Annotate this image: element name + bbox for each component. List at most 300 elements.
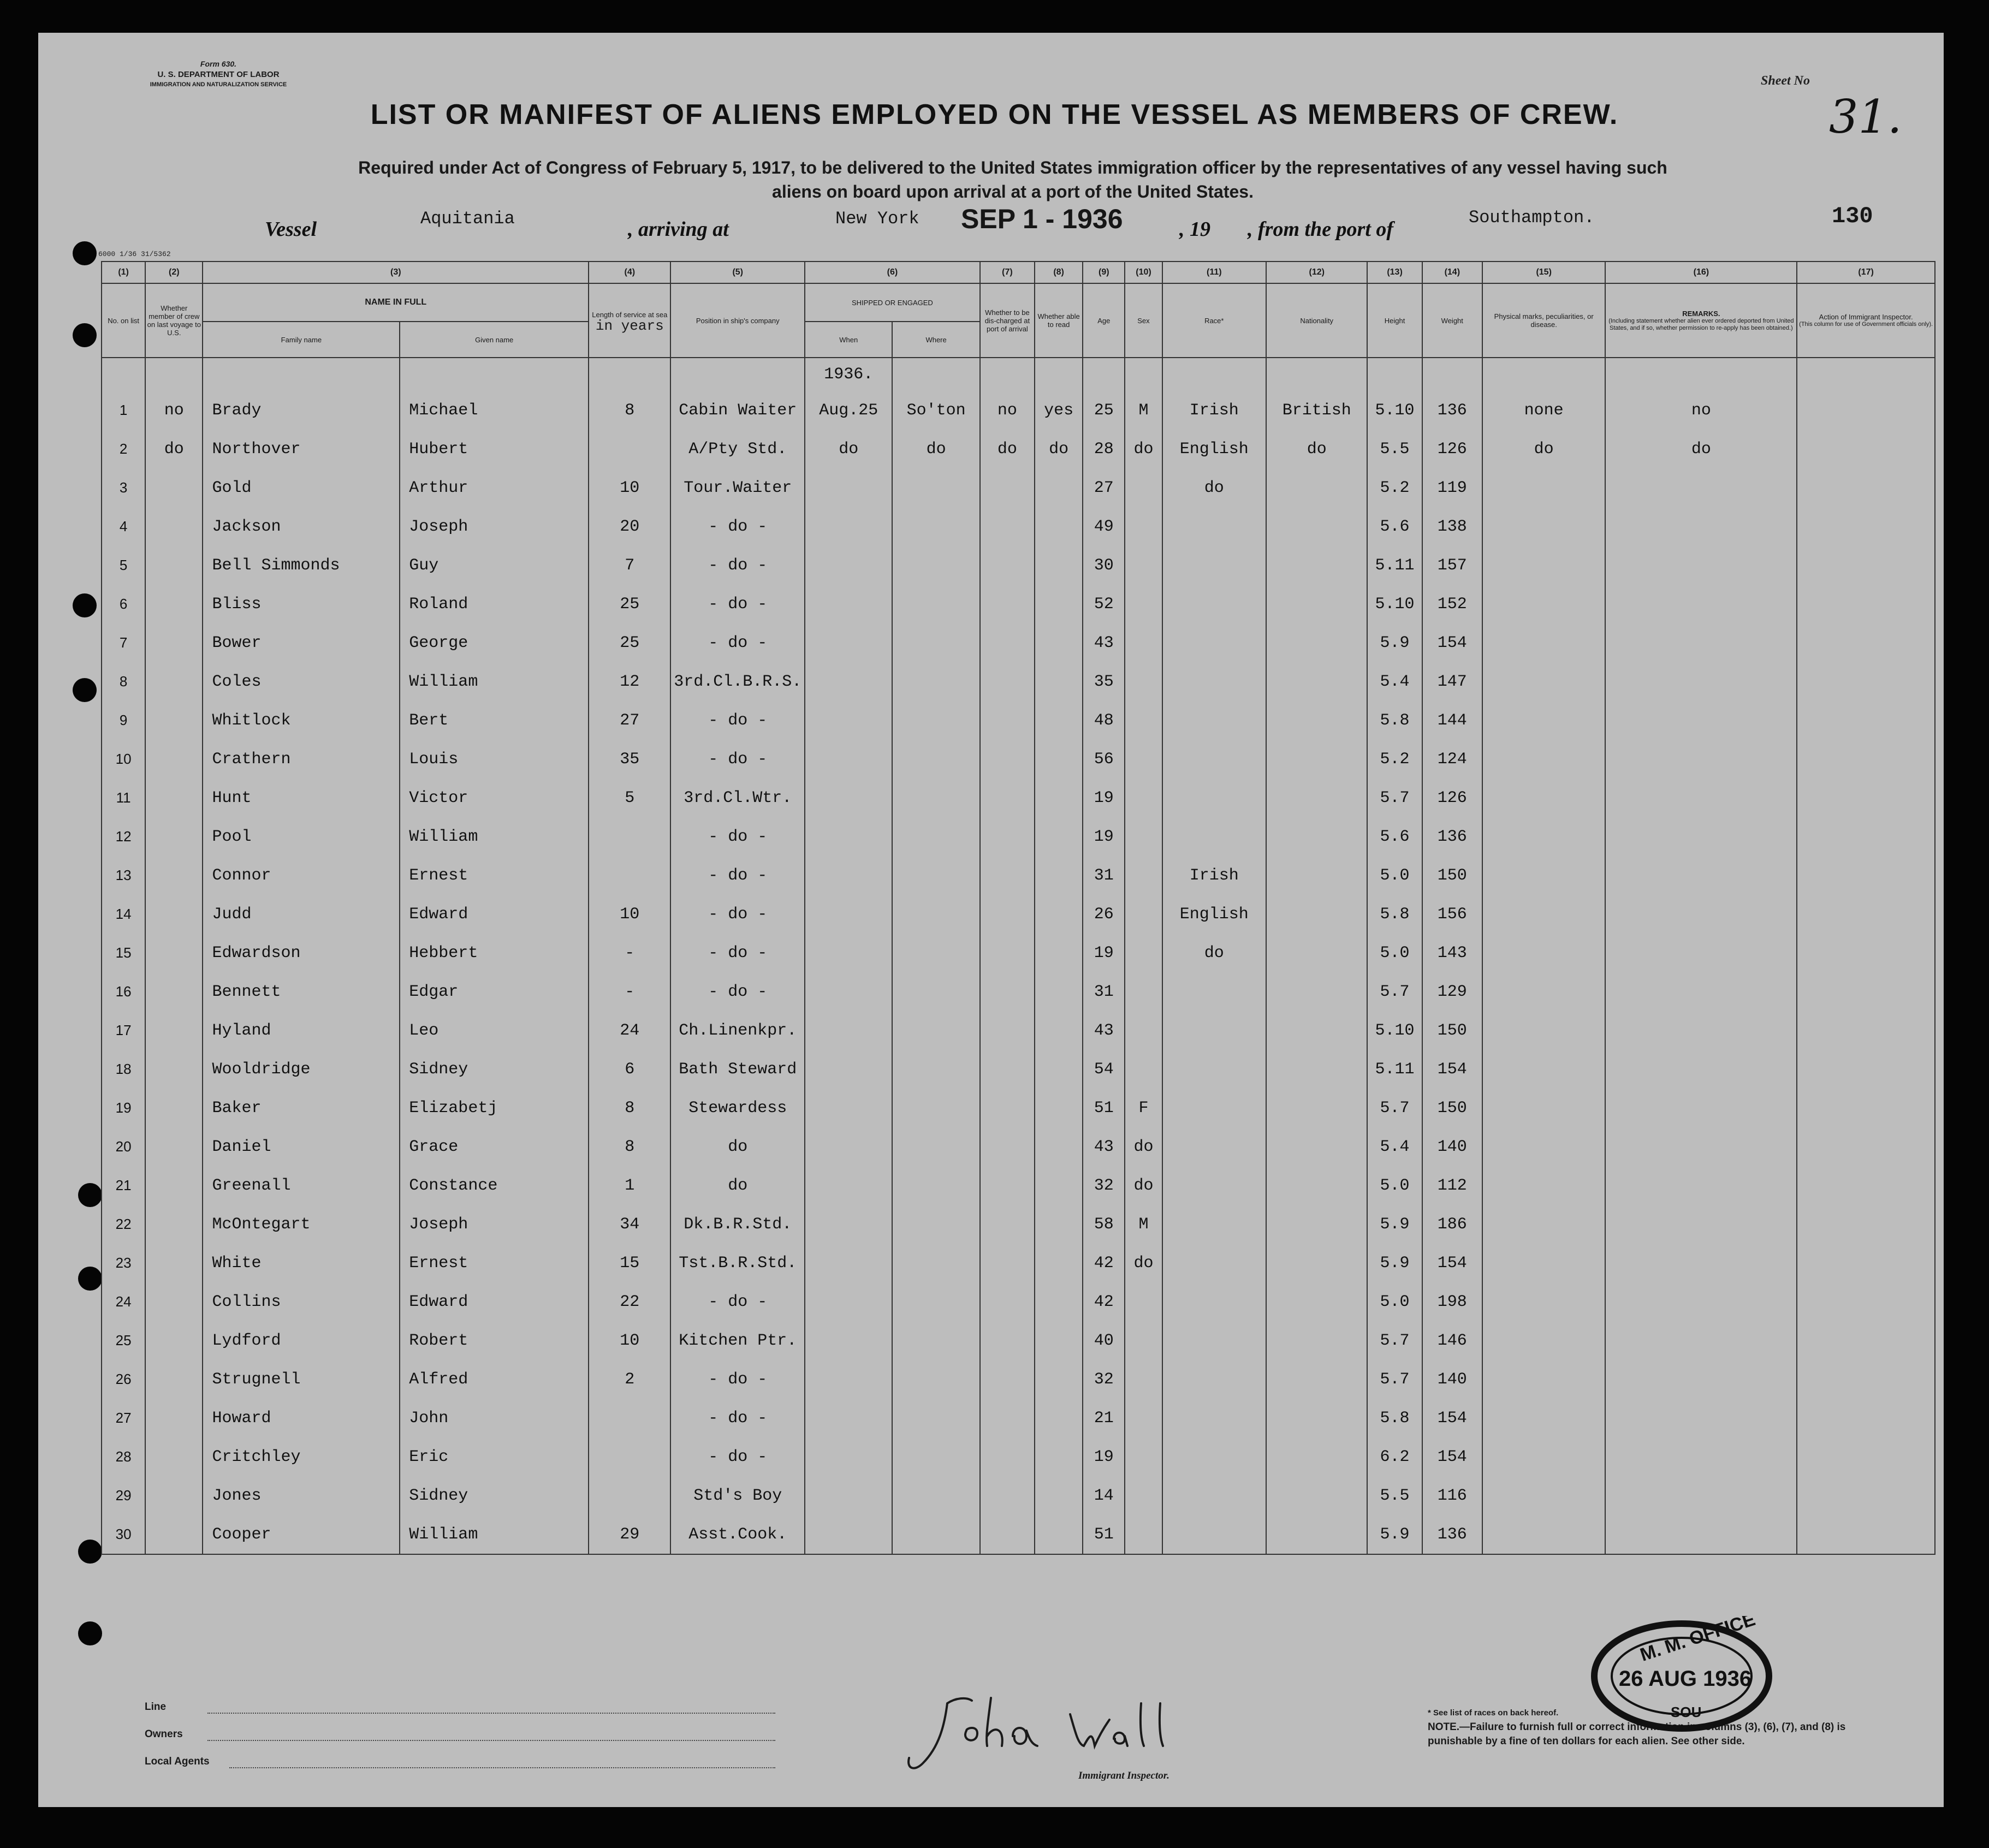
last-voyage [145,817,203,856]
inspector-action [1797,972,1935,1011]
height: 5.5 [1367,1476,1422,1515]
entry-number: 4 [102,507,145,546]
given-name: Joseph [400,507,589,546]
table-row [102,895,1935,934]
able-to-read [1035,1205,1083,1244]
nationality: British [1266,391,1367,430]
sex [1125,1050,1162,1089]
sex: M [1125,391,1162,430]
discharged [980,934,1035,972]
entry-number: 3 [102,468,145,507]
height: 5.7 [1367,1089,1422,1127]
last-voyage [145,740,203,779]
discharged [980,1011,1035,1050]
remarks [1605,1011,1797,1050]
shipped-where: So'ton [892,391,979,430]
age: 51 [1083,1089,1125,1127]
table-row [102,740,1935,779]
remarks [1605,1360,1797,1399]
service-years: 12 [589,662,670,701]
shipped-when [805,1127,892,1166]
given-name: Elizabetj [400,1089,589,1127]
discharged [980,507,1035,546]
inspector-action [1797,1166,1935,1205]
table-row [102,1050,1935,1089]
table-row [102,1205,1935,1244]
remarks [1605,546,1797,585]
able-to-read [1035,895,1083,934]
shipped-where [892,662,979,701]
header-remarks [1605,283,1797,358]
entry-number: 14 [102,895,145,934]
able-to-read [1035,662,1083,701]
shipped-where [892,507,979,546]
last-voyage [145,1089,203,1127]
race [1162,1399,1266,1437]
last-voyage [145,856,203,895]
last-voyage [145,1050,203,1089]
physical-marks [1482,1244,1606,1282]
year-note-row [102,358,1935,391]
header-age: Age [1083,283,1125,358]
shipped-when [805,1282,892,1321]
remarks [1605,1282,1797,1321]
physical-marks [1482,856,1606,895]
header-remarks-title: REMARKS. [1682,309,1720,318]
inspector-action [1797,430,1935,468]
able-to-read [1035,1089,1083,1127]
service-years: 7 [589,546,670,585]
height: 5.11 [1367,1050,1422,1089]
race: English [1162,430,1266,468]
height: 5.0 [1367,1282,1422,1321]
given-name: Constance [400,1166,589,1205]
race: English [1162,895,1266,934]
age: 26 [1083,895,1125,934]
entry-number: 13 [102,856,145,895]
binder-hole [78,1183,102,1207]
remarks [1605,585,1797,623]
table-row [102,779,1935,817]
able-to-read [1035,468,1083,507]
col-15-number: (15) [1482,262,1606,283]
height: 5.8 [1367,701,1422,740]
column-title-row [102,283,1935,322]
nationality [1266,468,1367,507]
last-voyage [145,468,203,507]
family-name: Daniel [203,1127,400,1166]
last-voyage: no [145,391,203,430]
last-voyage [145,585,203,623]
entry-number: 12 [102,817,145,856]
remarks [1605,662,1797,701]
inspector-action [1797,1321,1935,1360]
height: 5.9 [1367,1515,1422,1554]
last-voyage [145,779,203,817]
age: 40 [1083,1321,1125,1360]
height: 5.2 [1367,468,1422,507]
service-years: 5 [589,779,670,817]
ship-position: Tour.Waiter [670,468,805,507]
entry-number: 28 [102,1437,145,1476]
ship-position: - do - [670,546,805,585]
stamp-graphic [1589,1616,1774,1736]
ship-position: - do - [670,934,805,972]
entry-number: 9 [102,701,145,740]
shipped-where [892,856,979,895]
age: 48 [1083,701,1125,740]
remarks [1605,1244,1797,1282]
header-inspector-note: (This column for use of Government officials only). [1799,321,1933,328]
col-11-number: (11) [1162,262,1266,283]
able-to-read [1035,1515,1083,1554]
family-name: Brady [203,391,400,430]
weight: 198 [1422,1282,1482,1321]
shipped-where [892,623,979,662]
age: 19 [1083,1437,1125,1476]
shipped-where [892,740,979,779]
given-name: Joseph [400,1205,589,1244]
discharged [980,701,1035,740]
service-years: 2 [589,1360,670,1399]
family-name: Edwardson [203,934,400,972]
family-name: Hunt [203,779,400,817]
last-voyage [145,1360,203,1399]
able-to-read [1035,507,1083,546]
binder-hole [73,241,97,265]
given-name: William [400,662,589,701]
last-voyage [145,972,203,1011]
remarks [1605,1515,1797,1554]
family-name: Judd [203,895,400,934]
family-name: Jackson [203,507,400,546]
sex [1125,1321,1162,1360]
shipped-where [892,1205,979,1244]
nationality [1266,1321,1367,1360]
family-name: Jones [203,1476,400,1515]
weight: 154 [1422,1437,1482,1476]
table-row [102,1515,1935,1554]
shipped-where [892,817,979,856]
entry-number: 25 [102,1321,145,1360]
vessel-label: Vessel [265,218,317,241]
table-row [102,856,1935,895]
ship-position: - do - [670,972,805,1011]
height: 5.9 [1367,1244,1422,1282]
nationality [1266,1050,1367,1089]
age: 43 [1083,1127,1125,1166]
discharged [980,856,1035,895]
age: 43 [1083,1011,1125,1050]
entry-number: 20 [102,1127,145,1166]
entry-number: 23 [102,1244,145,1282]
sex [1125,1282,1162,1321]
age: 32 [1083,1166,1125,1205]
last-voyage [145,895,203,934]
height: 5.10 [1367,391,1422,430]
table-row [102,623,1935,662]
sex [1125,934,1162,972]
weight: 112 [1422,1166,1482,1205]
given-name: Grace [400,1127,589,1166]
table-row [102,391,1935,430]
shipped-when [805,1011,892,1050]
inspector-action [1797,1205,1935,1244]
local-agents-field [229,1767,775,1768]
age: 21 [1083,1399,1125,1437]
remarks [1605,507,1797,546]
table-row [102,1321,1935,1360]
departure-port: Southampton. [1469,207,1595,228]
shipped-where [892,468,979,507]
service-years: 8 [589,1127,670,1166]
family-name: Pool [203,817,400,856]
col-6-number: (6) [805,262,980,283]
inspector-action [1797,1011,1935,1050]
service-years: 25 [589,623,670,662]
col-10-number: (10) [1125,262,1162,283]
table-row [102,817,1935,856]
col-13-number: (13) [1367,262,1422,283]
inspector-action [1797,1399,1935,1437]
inspector-action [1797,1476,1935,1515]
remarks: no [1605,391,1797,430]
table-row [102,1166,1935,1205]
discharged [980,1282,1035,1321]
nationality [1266,817,1367,856]
col-4-number: (4) [589,262,670,283]
weight: 150 [1422,856,1482,895]
height: 5.4 [1367,662,1422,701]
local-agents-label: Local Agents [145,1756,210,1767]
race [1162,972,1266,1011]
last-voyage [145,1437,203,1476]
physical-marks [1482,1011,1606,1050]
height: 5.8 [1367,1399,1422,1437]
family-name: Strugnell [203,1360,400,1399]
sex [1125,1011,1162,1050]
col-17-number: (17) [1797,262,1935,283]
age: 19 [1083,934,1125,972]
table-row [102,1127,1935,1166]
inspector-action [1797,1050,1935,1089]
remarks: do [1605,430,1797,468]
shipped-when [805,1399,892,1437]
discharged [980,817,1035,856]
service-years [589,430,670,468]
inspector-action [1797,701,1935,740]
service-years: 10 [589,1321,670,1360]
physical-marks [1482,817,1606,856]
print-code: 6000 1/36 31/5362 [98,250,171,258]
able-to-read: yes [1035,391,1083,430]
shipped-when [805,1205,892,1244]
shipped-where [892,1166,979,1205]
height: 5.9 [1367,623,1422,662]
col-9-number: (9) [1083,262,1125,283]
last-voyage [145,1321,203,1360]
race [1162,1244,1266,1282]
age: 31 [1083,856,1125,895]
shipped-when [805,817,892,856]
nationality [1266,1437,1367,1476]
discharged [980,1127,1035,1166]
height: 5.8 [1367,895,1422,934]
race [1162,740,1266,779]
sheet-code: 130 [1832,203,1873,229]
able-to-read [1035,740,1083,779]
weight: 126 [1422,430,1482,468]
nationality [1266,507,1367,546]
remarks [1605,895,1797,934]
remarks [1605,468,1797,507]
shipped-when [805,1166,892,1205]
remarks [1605,1399,1797,1437]
able-to-read [1035,1127,1083,1166]
sex [1125,585,1162,623]
height: 5.0 [1367,856,1422,895]
owners-field [207,1740,775,1741]
shipped-where [892,1050,979,1089]
weight: 154 [1422,1050,1482,1089]
entry-number: 11 [102,779,145,817]
physical-marks [1482,1127,1606,1166]
last-voyage [145,623,203,662]
able-to-read [1035,1282,1083,1321]
given-name: Hebbert [400,934,589,972]
shipped-when [805,1360,892,1399]
ship-position: - do - [670,701,805,740]
nationality [1266,1011,1367,1050]
physical-marks [1482,1476,1606,1515]
given-name: Edgar [400,972,589,1011]
able-to-read [1035,1360,1083,1399]
remarks [1605,1166,1797,1205]
nationality [1266,1515,1367,1554]
given-name: Alfred [400,1360,589,1399]
nationality [1266,585,1367,623]
able-to-read [1035,1321,1083,1360]
header-name-in-full: NAME IN FULL [203,283,589,322]
physical-marks [1482,1399,1606,1437]
able-to-read [1035,934,1083,972]
discharged [980,1089,1035,1127]
nationality [1266,895,1367,934]
shipped-when [805,546,892,585]
shipped-when [805,1321,892,1360]
remarks [1605,1476,1797,1515]
given-name: Arthur [400,468,589,507]
table-row [102,1011,1935,1050]
binder-hole [73,593,97,617]
service-years: 34 [589,1205,670,1244]
family-name: Lydford [203,1321,400,1360]
given-name: Sidney [400,1476,589,1515]
family-name: Hyland [203,1011,400,1050]
ship-position: A/Pty Std. [670,430,805,468]
header-remarks-note: (Including statement whether alien ever ordered deported from United States, and if so, whether permission to re-apply has been obtained.) [1608,317,1794,331]
race [1162,1321,1266,1360]
race: do [1162,468,1266,507]
physical-marks [1482,779,1606,817]
sex: do [1125,1166,1162,1205]
able-to-read [1035,1166,1083,1205]
race [1162,1050,1266,1089]
discharged [980,1360,1035,1399]
physical-marks [1482,1166,1606,1205]
sex [1125,1515,1162,1554]
penalty-note: NOTE.—Failure to furnish full or correct information in columns (3), (6), (7), and (8) is punishable by a fine of ten dollars for each alien. See other side. [1428,1721,1846,1747]
given-name: Bert [400,701,589,740]
ship-position: Std's Boy [670,1476,805,1515]
weight: 140 [1422,1360,1482,1399]
physical-marks [1482,1282,1606,1321]
service-name: IMMIGRATION AND NATURALIZATION SERVICE [150,81,287,88]
shipped-where [892,1011,979,1050]
weight: 124 [1422,740,1482,779]
given-name: Michael [400,391,589,430]
service-years [589,1399,670,1437]
height: 5.4 [1367,1127,1422,1166]
family-name: Crathern [203,740,400,779]
race [1162,1437,1266,1476]
age: 19 [1083,779,1125,817]
col-5-number: (5) [670,262,805,283]
race [1162,1166,1266,1205]
height: 5.10 [1367,1011,1422,1050]
col-3-number: (3) [203,262,589,283]
age: 54 [1083,1050,1125,1089]
race: Irish [1162,391,1266,430]
discharged [980,740,1035,779]
age: 31 [1083,972,1125,1011]
discharged [980,1050,1035,1089]
able-to-read [1035,779,1083,817]
service-years: 29 [589,1515,670,1554]
last-voyage [145,662,203,701]
inspector-action [1797,468,1935,507]
shipped-where [892,1127,979,1166]
remarks [1605,701,1797,740]
race [1162,1011,1266,1050]
discharged [980,623,1035,662]
table-row [102,1282,1935,1321]
remarks [1605,817,1797,856]
entry-number: 30 [102,1515,145,1554]
discharged [980,468,1035,507]
owners-label: Owners [145,1728,183,1740]
nationality [1266,972,1367,1011]
nationality [1266,856,1367,895]
given-name: Ernest [400,856,589,895]
nationality [1266,1282,1367,1321]
weight: 136 [1422,1515,1482,1554]
able-to-read [1035,972,1083,1011]
binder-hole [78,1621,102,1645]
sex: do [1125,430,1162,468]
inspector-action [1797,391,1935,430]
ship-position: Tst.B.R.Std. [670,1244,805,1282]
shipped-when [805,701,892,740]
age: 43 [1083,623,1125,662]
family-name: Gold [203,468,400,507]
physical-marks [1482,701,1606,740]
family-name: Whitlock [203,701,400,740]
inspector-action [1797,1127,1935,1166]
service-years: 10 [589,468,670,507]
service-years: - [589,934,670,972]
last-voyage: do [145,430,203,468]
